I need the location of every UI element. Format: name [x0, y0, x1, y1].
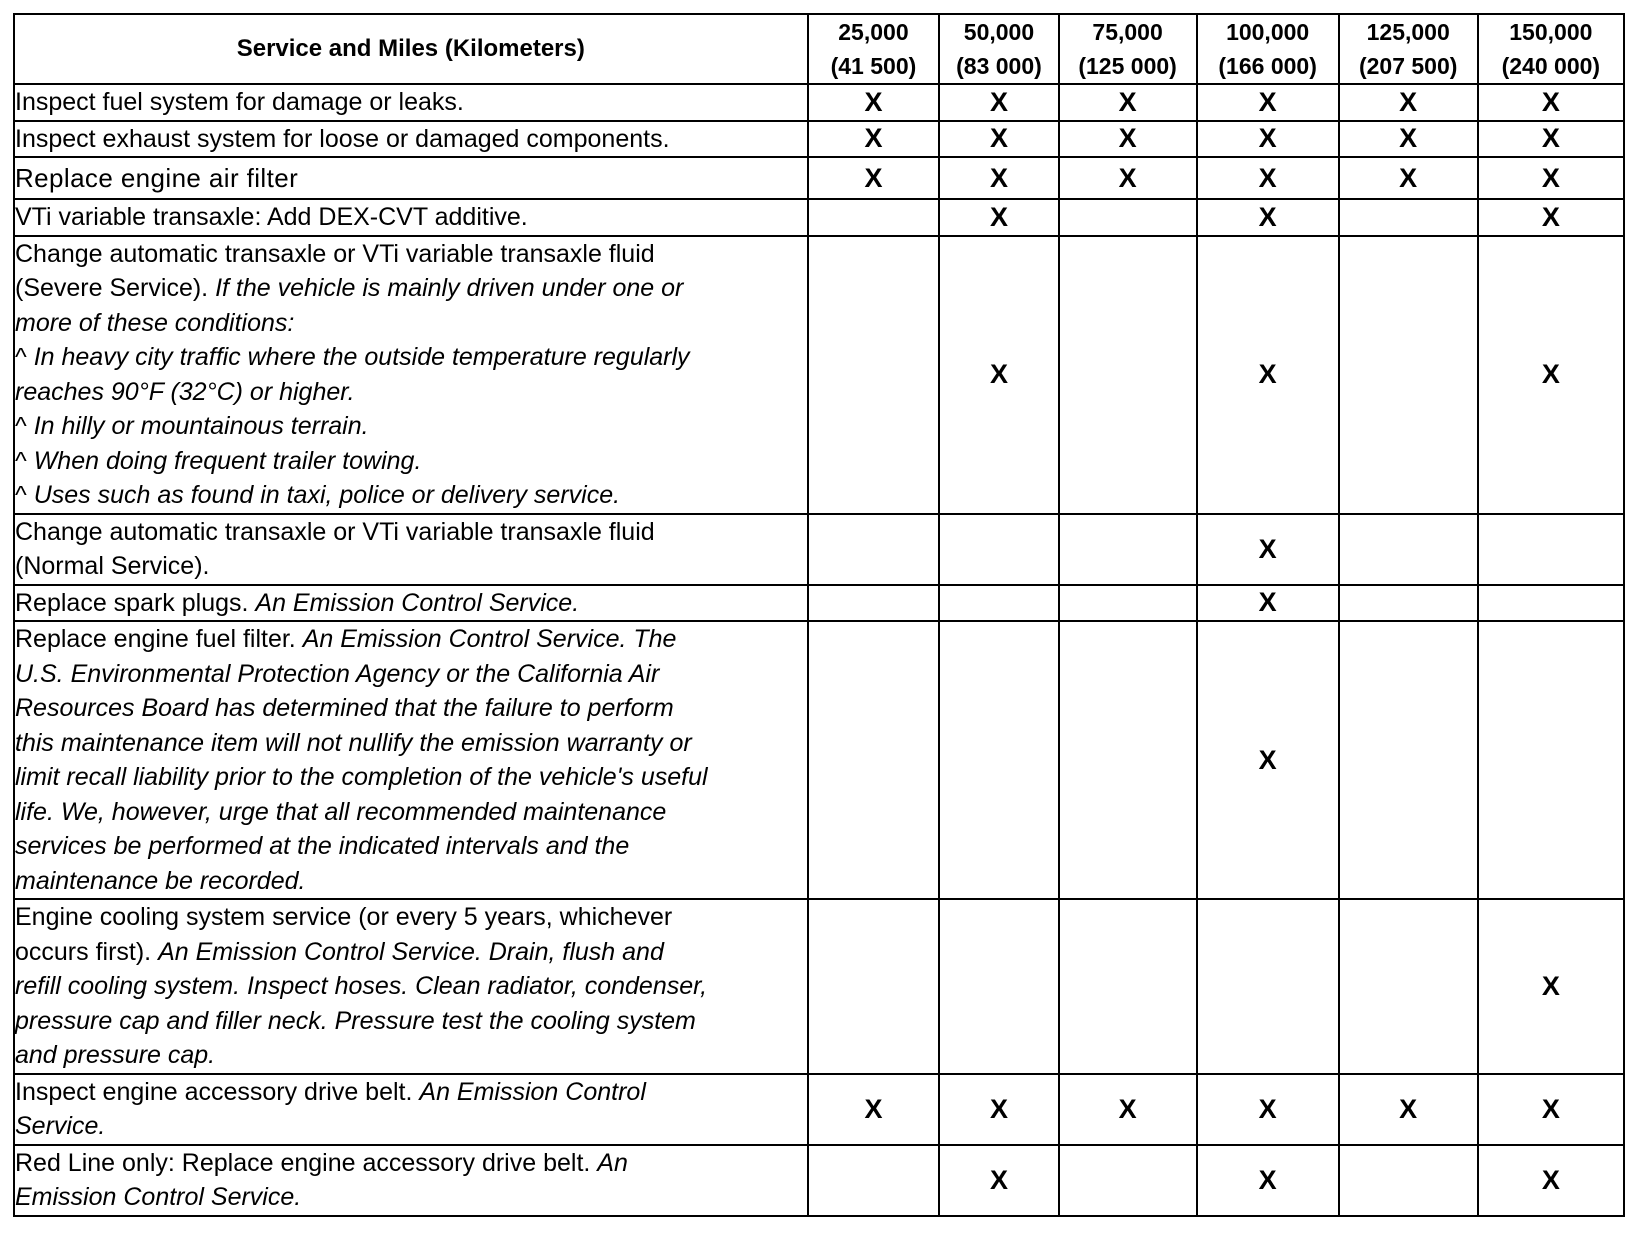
description-line	[15, 691, 807, 726]
interval-cell	[808, 121, 940, 158]
service-row	[14, 585, 1624, 622]
service-due-mark: X	[989, 1093, 1008, 1124]
interval-cell	[1478, 621, 1624, 899]
service-row	[14, 514, 1624, 585]
description-line	[15, 726, 807, 761]
service-due-mark: X	[989, 1164, 1008, 1195]
description-line	[15, 935, 807, 970]
description-line	[15, 409, 807, 444]
service-due-mark: X	[1541, 123, 1560, 154]
interval-km: (166 000)	[1218, 53, 1317, 79]
service-due-mark: X	[1399, 123, 1418, 154]
italic-note-text: and pressure cap.	[15, 1041, 216, 1069]
service-due-mark: X	[864, 86, 883, 117]
service-row	[14, 236, 1624, 514]
service-due-mark: X	[1399, 86, 1418, 117]
interval-cell	[808, 514, 940, 585]
description-line	[15, 340, 807, 375]
interval-cell	[1059, 1074, 1197, 1145]
italic-note-text: Service.	[15, 1112, 106, 1140]
description-line	[15, 161, 807, 196]
description-text: Change automatic transaxle or VTi variable transaxle fluid	[15, 239, 655, 268]
interval-miles: 75,000	[1092, 19, 1163, 45]
interval-miles: 150,000	[1509, 19, 1593, 45]
interval-header-150000	[1478, 14, 1624, 84]
interval-cell	[939, 157, 1058, 199]
italic-note-text: refill cooling system. Inspect hoses. Clean radiator, condenser,	[15, 972, 708, 1000]
interval-cell	[1197, 621, 1339, 899]
italic-note-text: If the vehicle is mainly driven under one or	[215, 274, 684, 302]
service-due-mark: X	[989, 86, 1008, 117]
description-line	[15, 795, 807, 830]
service-due-mark: X	[1258, 533, 1277, 564]
service-due-mark: X	[1541, 162, 1560, 193]
interval-cell	[1478, 514, 1624, 585]
service-row	[14, 121, 1624, 158]
interval-cell	[1339, 121, 1478, 158]
description-line	[15, 1038, 807, 1073]
description-text: ^	[15, 343, 34, 371]
interval-miles: 50,000	[963, 19, 1035, 45]
description-text: (Normal Service).	[15, 552, 210, 580]
italic-note-text: Uses such as found in taxi, police or delivery service.	[33, 481, 621, 509]
interval-cell	[1197, 199, 1339, 236]
service-due-mark: X	[1118, 86, 1137, 117]
service-column-header: Service and Miles (Kilometers)	[14, 14, 808, 84]
maintenance-schedule-table	[13, 13, 1625, 1217]
service-row	[14, 157, 1624, 199]
description-line	[15, 271, 807, 306]
service-description	[14, 1074, 808, 1145]
service-due-mark: X	[1399, 1093, 1418, 1124]
service-due-mark: X	[1541, 201, 1560, 232]
interval-cell	[1197, 121, 1339, 158]
service-due-mark: X	[1258, 744, 1277, 775]
interval-cell	[939, 84, 1058, 121]
interval-cell	[1197, 1145, 1339, 1216]
description-text: VTi variable transaxle: Add DEX-CVT additive.	[15, 203, 528, 231]
interval-miles: 100,000	[1226, 19, 1310, 45]
interval-cell	[939, 121, 1058, 158]
interval-km: (41 500)	[830, 53, 917, 79]
service-due-mark: X	[1541, 359, 1560, 389]
interval-cell	[1478, 1145, 1624, 1216]
description-line	[15, 586, 807, 621]
description-line	[15, 969, 807, 1004]
description-line	[15, 237, 807, 272]
interval-cell	[939, 621, 1058, 899]
interval-cell	[1059, 121, 1197, 158]
italic-note-text: In hilly or mountainous terrain.	[33, 412, 369, 440]
interval-cell	[1339, 899, 1478, 1074]
description-text: (Severe Service).	[15, 274, 216, 302]
interval-cell	[939, 199, 1058, 236]
italic-note-text: An Emission Control Service. Drain, flush and	[158, 937, 664, 966]
description-text: occurs first).	[15, 937, 159, 966]
interval-header-75000	[1059, 14, 1197, 84]
italic-note-text: limit recall liability prior to the completion of the vehicle's useful	[15, 763, 708, 791]
service-description	[14, 514, 808, 585]
italic-note-text: Resources Board has determined that the failure to perform	[15, 694, 674, 722]
interval-cell	[808, 157, 940, 199]
interval-cell	[1478, 121, 1624, 158]
interval-cell	[808, 199, 940, 236]
service-due-mark: X	[864, 1093, 883, 1124]
description-line	[15, 200, 807, 235]
description-text: Replace engine air filter	[15, 162, 299, 193]
interval-cell	[939, 236, 1058, 514]
interval-cell	[939, 514, 1058, 585]
italic-note-text: An Emission Control Service. The	[302, 625, 677, 653]
service-due-mark: X	[1258, 1164, 1277, 1195]
interval-cell	[1339, 514, 1478, 585]
description-line	[15, 1109, 807, 1144]
interval-cell	[1339, 84, 1478, 121]
interval-cell	[939, 1074, 1058, 1145]
service-due-mark: X	[989, 123, 1008, 154]
italic-note-text: life. We, however, urge that all recommended maintenance	[15, 797, 667, 826]
service-due-mark: X	[989, 201, 1008, 232]
interval-cell	[1478, 199, 1624, 236]
italic-note-text: An	[597, 1148, 628, 1177]
description-line	[15, 760, 807, 795]
description-text: Inspect exhaust system for loose or damaged components.	[15, 124, 670, 153]
service-due-mark: X	[989, 162, 1008, 193]
service-due-mark: X	[1118, 1093, 1137, 1124]
description-line	[15, 85, 807, 120]
schedule-body	[14, 84, 1624, 1216]
service-description	[14, 84, 808, 121]
interval-cell	[1478, 84, 1624, 121]
italic-note-text: maintenance be recorded.	[15, 866, 306, 895]
interval-cell	[1059, 621, 1197, 899]
interval-cell	[1059, 1145, 1197, 1216]
interval-cell	[1197, 585, 1339, 622]
italic-note-text: Emission Control Service.	[15, 1183, 302, 1211]
italic-note-text: An Emission Control Service.	[255, 588, 580, 617]
service-row	[14, 899, 1624, 1074]
interval-cell	[1197, 157, 1339, 199]
description-text: ^	[15, 446, 34, 475]
interval-cell	[1059, 585, 1197, 622]
interval-cell	[939, 1145, 1058, 1216]
description-line	[15, 444, 807, 479]
service-due-mark: X	[864, 162, 883, 193]
interval-cell	[808, 585, 940, 622]
italic-note-text: more of these conditions:	[15, 308, 295, 337]
interval-cell	[1339, 1145, 1478, 1216]
service-description	[14, 899, 808, 1074]
interval-cell	[808, 899, 940, 1074]
description-text: ^	[15, 481, 34, 509]
service-description	[14, 121, 808, 158]
interval-cell	[808, 1145, 940, 1216]
service-due-mark: X	[1258, 359, 1277, 389]
service-due-mark: X	[989, 359, 1008, 389]
interval-cell	[1197, 1074, 1339, 1145]
interval-miles: 125,000	[1366, 19, 1450, 45]
interval-cell	[1478, 899, 1624, 1074]
interval-cell	[1197, 84, 1339, 121]
description-line	[15, 657, 807, 692]
italic-note-text: When doing frequent trailer towing.	[33, 446, 422, 475]
italic-note-text: In heavy city traffic where the outside temperature regularly	[33, 343, 690, 371]
interval-cell	[1197, 514, 1339, 585]
service-due-mark: X	[1541, 86, 1560, 117]
service-description	[14, 621, 808, 899]
interval-header-100000	[1197, 14, 1339, 84]
interval-km: (83 000)	[956, 53, 1042, 79]
service-description	[14, 236, 808, 514]
description-text: Red Line only: Replace engine accessory drive belt.	[15, 1148, 598, 1177]
description-line	[15, 864, 807, 899]
interval-km: (240 000)	[1501, 53, 1601, 79]
service-due-mark: X	[1541, 970, 1560, 1001]
italic-note-text: this maintenance item will not nullify the emission warranty or	[15, 728, 692, 757]
interval-cell	[1478, 236, 1624, 514]
header-row	[14, 14, 1624, 84]
interval-cell	[939, 585, 1058, 622]
italic-note-text: An Emission Control	[419, 1077, 646, 1106]
description-line	[15, 1180, 807, 1215]
interval-cell	[808, 1074, 940, 1145]
interval-cell	[1478, 585, 1624, 622]
service-due-mark: X	[1541, 1093, 1560, 1124]
interval-header-25000	[808, 14, 940, 84]
description-text: Change automatic transaxle or VTi variable transaxle fluid	[15, 517, 655, 546]
interval-cell	[1059, 514, 1197, 585]
service-due-mark: X	[864, 123, 883, 154]
interval-cell	[1339, 157, 1478, 199]
service-due-mark: X	[1258, 86, 1277, 117]
interval-header-125000	[1339, 14, 1478, 84]
interval-km: (125 000)	[1078, 53, 1177, 79]
interval-km: (207 500)	[1358, 53, 1458, 79]
interval-cell	[939, 899, 1058, 1074]
description-text: Replace spark plugs.	[15, 588, 256, 617]
interval-cell	[1478, 1074, 1624, 1145]
interval-cell	[808, 236, 940, 514]
service-row	[14, 84, 1624, 121]
service-description	[14, 157, 808, 199]
service-row	[14, 621, 1624, 899]
service-due-mark: X	[1118, 162, 1137, 193]
service-due-mark: X	[1258, 587, 1277, 618]
interval-miles: 25,000	[838, 19, 909, 45]
interval-cell	[1478, 157, 1624, 199]
italic-note-text: services be performed at the indicated intervals and the	[15, 832, 630, 860]
service-due-mark: X	[1258, 162, 1277, 193]
service-row	[14, 1074, 1624, 1145]
description-line	[15, 549, 807, 584]
description-text: Inspect fuel system for damage or leaks.	[15, 88, 464, 116]
description-line	[15, 622, 807, 657]
interval-cell	[1339, 621, 1478, 899]
service-due-mark: X	[1541, 1164, 1560, 1195]
interval-cell	[1059, 157, 1197, 199]
description-text: Replace engine fuel filter.	[15, 625, 303, 653]
description-text: Engine cooling system service (or every 5 years, whichever	[15, 903, 673, 931]
interval-cell	[1059, 236, 1197, 514]
description-line	[15, 122, 807, 157]
service-due-mark: X	[1258, 1093, 1277, 1124]
description-line	[15, 900, 807, 935]
interval-cell	[1197, 899, 1339, 1074]
description-line	[15, 306, 807, 341]
interval-header-50000	[939, 14, 1058, 84]
description-line	[15, 375, 807, 410]
description-line	[15, 1146, 807, 1181]
description-line	[15, 515, 807, 550]
italic-note-text: pressure cap and filler neck. Pressure test the cooling system	[15, 1006, 696, 1035]
description-text: Inspect engine accessory drive belt.	[15, 1077, 420, 1106]
interval-cell	[1339, 585, 1478, 622]
interval-cell	[1339, 199, 1478, 236]
interval-cell	[808, 84, 940, 121]
description-line	[15, 829, 807, 864]
service-row	[14, 199, 1624, 236]
service-description	[14, 585, 808, 622]
interval-cell	[1059, 899, 1197, 1074]
interval-cell	[1197, 236, 1339, 514]
service-description	[14, 199, 808, 236]
description-text: ^	[15, 412, 34, 440]
service-due-mark: X	[1258, 123, 1277, 154]
service-due-mark: X	[1399, 162, 1418, 193]
service-due-mark: X	[1118, 123, 1137, 154]
italic-note-text: reaches 90°F (32°C) or higher.	[15, 377, 355, 406]
interval-cell	[808, 621, 940, 899]
description-line	[15, 1075, 807, 1110]
service-due-mark: X	[1258, 201, 1277, 232]
service-description	[14, 1145, 808, 1216]
interval-cell	[1339, 1074, 1478, 1145]
description-line	[15, 478, 807, 513]
interval-cell	[1059, 199, 1197, 236]
interval-cell	[1339, 236, 1478, 514]
service-row	[14, 1145, 1624, 1216]
italic-note-text: U.S. Environmental Protection Agency or the California Air	[15, 659, 660, 688]
interval-cell	[1059, 84, 1197, 121]
description-line	[15, 1004, 807, 1039]
